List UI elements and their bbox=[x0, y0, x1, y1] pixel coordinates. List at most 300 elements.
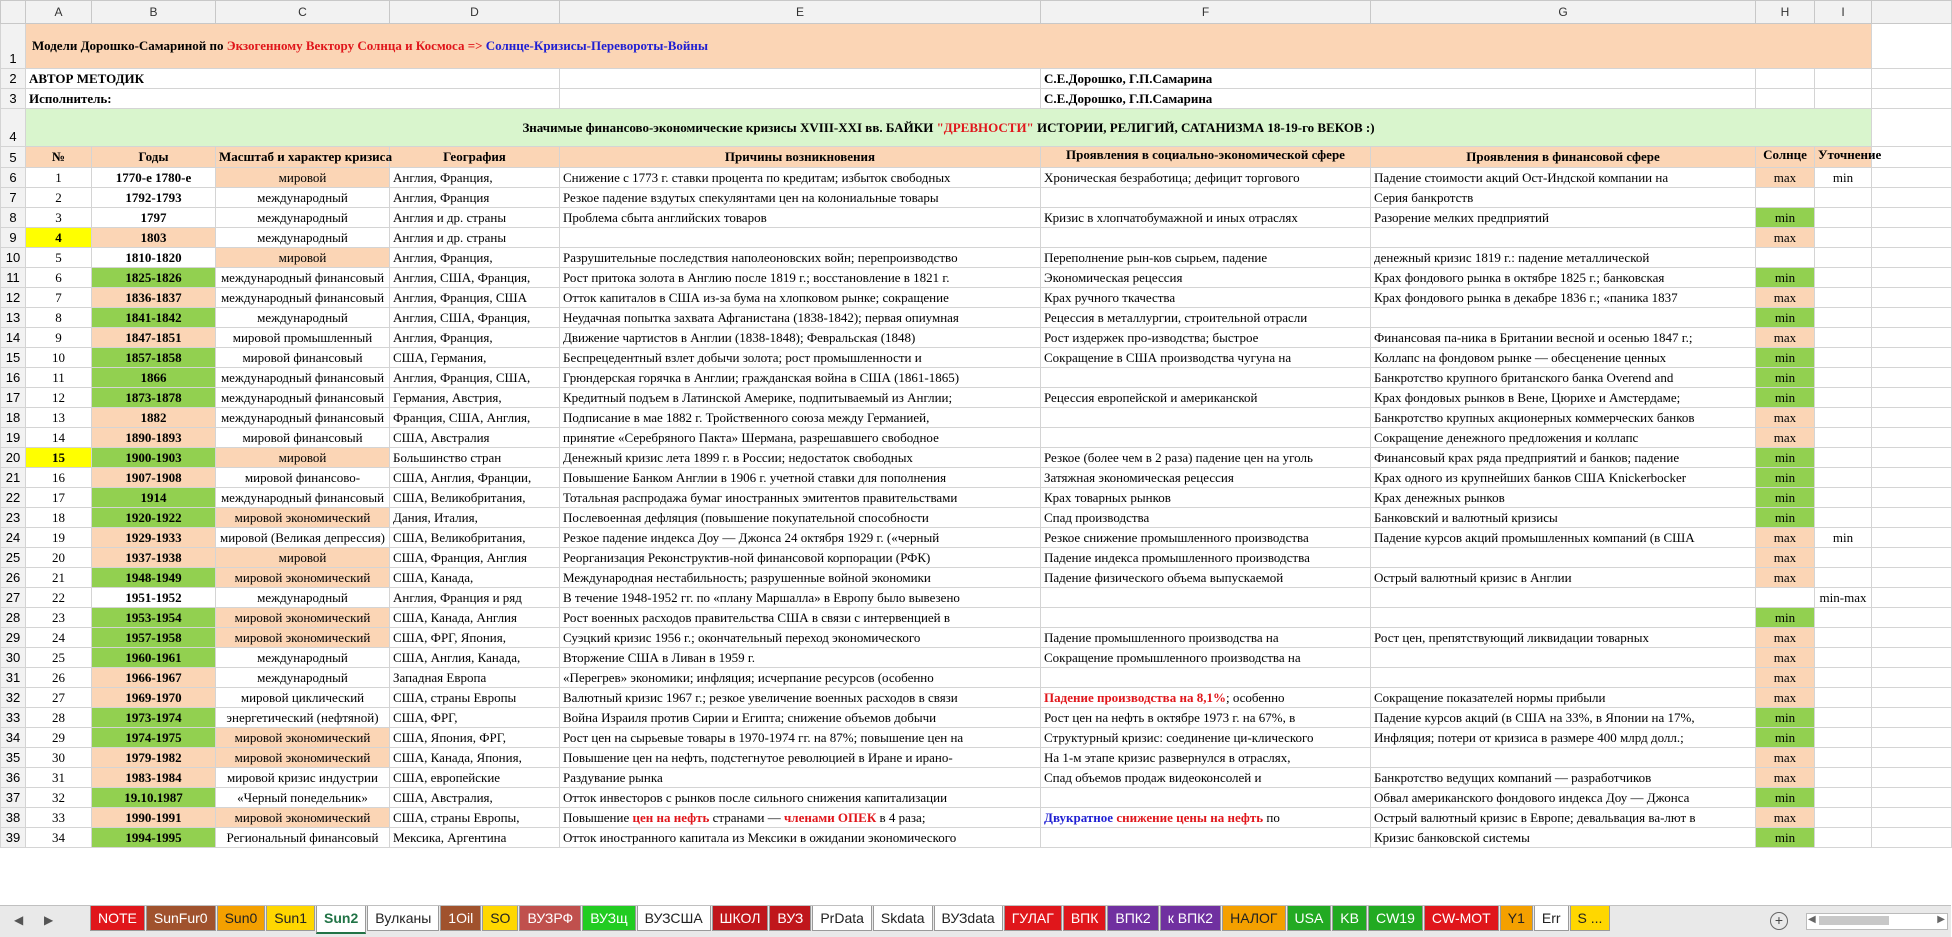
cell-sun[interactable]: max bbox=[1756, 688, 1815, 708]
row-number[interactable]: 15 bbox=[1, 348, 26, 368]
cell-finance[interactable]: Острый валютный кризис в Англии bbox=[1371, 568, 1756, 588]
cell-geography[interactable]: Англия, США, Франция, bbox=[390, 268, 560, 288]
cell[interactable] bbox=[1872, 89, 1952, 109]
cell-num[interactable]: 5 bbox=[26, 248, 92, 268]
cell-finance[interactable]: Падение курсов акций (в США на 33%, в Японии на 17%, bbox=[1371, 708, 1756, 728]
cell-years[interactable]: 1890-1893 bbox=[92, 428, 216, 448]
cell-causes[interactable]: Рост притока золота в Англию после 1819 г.; восстановление в 1821 г. bbox=[560, 268, 1041, 288]
cell-refinement[interactable] bbox=[1815, 488, 1872, 508]
cell-causes[interactable]: принятие «Серебряного Пакта» Шермана, разрешавшего свободное bbox=[560, 428, 1041, 448]
cell[interactable] bbox=[1872, 648, 1952, 668]
cell-social[interactable] bbox=[1041, 608, 1371, 628]
cell-years[interactable]: 1841-1842 bbox=[92, 308, 216, 328]
cell-causes[interactable]: Международная нестабильность; разрушенные войной экономики bbox=[560, 568, 1041, 588]
cell-refinement[interactable] bbox=[1815, 328, 1872, 348]
page-title[interactable] bbox=[26, 24, 1872, 69]
next-sheet-icon[interactable]: ▶ bbox=[44, 913, 54, 927]
cell[interactable] bbox=[1872, 708, 1952, 728]
cell-years[interactable]: 1810-1820 bbox=[92, 248, 216, 268]
cell-num[interactable]: 33 bbox=[26, 808, 92, 828]
cell-finance[interactable]: Серия банкротств bbox=[1371, 188, 1756, 208]
cell-scale[interactable]: международный финансовый bbox=[216, 288, 390, 308]
cell[interactable] bbox=[1872, 468, 1952, 488]
cell-num[interactable]: 10 bbox=[26, 348, 92, 368]
cell-finance[interactable]: Инфляция; потери от кризиса в размере 400 млрд долл.; bbox=[1371, 728, 1756, 748]
cell[interactable] bbox=[1872, 588, 1952, 608]
cell-scale[interactable]: мировой финансово- bbox=[216, 468, 390, 488]
cell-geography[interactable]: Большинство стран bbox=[390, 448, 560, 468]
row-number[interactable]: 37 bbox=[1, 788, 26, 808]
cell-social[interactable] bbox=[1041, 368, 1371, 388]
row-number[interactable]: 32 bbox=[1, 688, 26, 708]
cell-causes[interactable]: Отток инвесторов с рынков после сильного снижения капитализации bbox=[560, 788, 1041, 808]
cell-causes[interactable]: Подписание в мае 1882 г. Тройственного союза между Германией, bbox=[560, 408, 1041, 428]
header-refinement[interactable]: Уточнение bbox=[1815, 147, 1872, 168]
cell-num[interactable]: 24 bbox=[26, 628, 92, 648]
row-number[interactable]: 34 bbox=[1, 728, 26, 748]
cell-causes[interactable]: Послевоенная дефляция (повышение покупательной способности bbox=[560, 508, 1041, 528]
header-causes[interactable]: Причины возникновения bbox=[560, 147, 1041, 168]
sheet-tab[interactable]: ШКОЛ bbox=[712, 906, 769, 931]
cell-scale[interactable]: международный bbox=[216, 588, 390, 608]
cell-years[interactable]: 19.10.1987 bbox=[92, 788, 216, 808]
cell-refinement[interactable] bbox=[1815, 288, 1872, 308]
cell-num[interactable]: 6 bbox=[26, 268, 92, 288]
cell-num[interactable]: 3 bbox=[26, 208, 92, 228]
row-number[interactable]: 29 bbox=[1, 628, 26, 648]
cell-sun[interactable]: max bbox=[1756, 428, 1815, 448]
cell[interactable] bbox=[1756, 89, 1815, 109]
cell-social[interactable]: Падение физического объема выпускаемой bbox=[1041, 568, 1371, 588]
sheet-tab[interactable]: НАЛОГ bbox=[1222, 906, 1285, 931]
cell-num[interactable]: 9 bbox=[26, 328, 92, 348]
cell-sun[interactable]: max bbox=[1756, 228, 1815, 248]
header-years[interactable]: Годы bbox=[92, 147, 216, 168]
sheet-tab[interactable]: CW-MOT bbox=[1424, 906, 1499, 931]
cell-scale[interactable]: мировой (Великая депрессия) bbox=[216, 528, 390, 548]
cell-sun[interactable]: min bbox=[1756, 608, 1815, 628]
row-number[interactable]: 26 bbox=[1, 568, 26, 588]
cell-geography[interactable]: США, страны Европы, bbox=[390, 808, 560, 828]
cell[interactable] bbox=[1872, 608, 1952, 628]
cell-causes[interactable] bbox=[560, 808, 1041, 828]
sheet-tab[interactable]: Вулканы bbox=[367, 906, 439, 931]
cell-finance[interactable]: Банкротство крупных акционерных коммерческих банков bbox=[1371, 408, 1756, 428]
cell-finance[interactable]: Падение стоимости акций Ост-Индской компании на bbox=[1371, 168, 1756, 188]
row-number[interactable]: 2 bbox=[1, 69, 26, 89]
cell-scale[interactable]: мировой bbox=[216, 548, 390, 568]
column-header[interactable]: D bbox=[390, 1, 560, 24]
cell[interactable] bbox=[1872, 808, 1952, 828]
cell-refinement[interactable] bbox=[1815, 268, 1872, 288]
header-scale[interactable]: Масштаб и характер кризиса bbox=[216, 147, 390, 168]
cell-years[interactable]: 1792-1793 bbox=[92, 188, 216, 208]
cell[interactable] bbox=[1872, 147, 1952, 168]
cell[interactable] bbox=[1872, 668, 1952, 688]
cell-num[interactable]: 13 bbox=[26, 408, 92, 428]
cell-geography[interactable]: США, Англия, Франции, bbox=[390, 468, 560, 488]
cell-social[interactable]: Экономическая рецессия bbox=[1041, 268, 1371, 288]
cell-social[interactable]: Спад производства bbox=[1041, 508, 1371, 528]
cell-num[interactable]: 16 bbox=[26, 468, 92, 488]
cell-years[interactable]: 1973-1974 bbox=[92, 708, 216, 728]
cell-geography[interactable]: США, Канада, bbox=[390, 568, 560, 588]
cell-refinement[interactable] bbox=[1815, 248, 1872, 268]
column-header[interactable]: I bbox=[1815, 1, 1872, 24]
cell-scale[interactable]: международный bbox=[216, 648, 390, 668]
cell-years[interactable]: 1836-1837 bbox=[92, 288, 216, 308]
cell-finance[interactable]: Крах фондового рынка в декабре 1836 г.; «паника 1837 bbox=[1371, 288, 1756, 308]
cell-sun[interactable]: max bbox=[1756, 768, 1815, 788]
cell-num[interactable]: 22 bbox=[26, 588, 92, 608]
cell-scale[interactable]: мировой финансовый bbox=[216, 348, 390, 368]
horizontal-scrollbar[interactable] bbox=[1806, 913, 1948, 930]
cell-social[interactable]: Крах товарных рынков bbox=[1041, 488, 1371, 508]
cell[interactable] bbox=[1872, 228, 1952, 248]
cell[interactable] bbox=[1872, 109, 1952, 147]
cell-refinement[interactable] bbox=[1815, 548, 1872, 568]
cell-years[interactable]: 1994-1995 bbox=[92, 828, 216, 848]
cell-geography[interactable]: Англия, Франция, bbox=[390, 328, 560, 348]
cell-finance[interactable]: Падение курсов акций промышленных компаний (в США bbox=[1371, 528, 1756, 548]
cell-sun[interactable]: max bbox=[1756, 288, 1815, 308]
cell[interactable] bbox=[560, 89, 1041, 109]
cell[interactable] bbox=[1872, 728, 1952, 748]
cell-sun[interactable]: min bbox=[1756, 208, 1815, 228]
cell-causes[interactable]: Война Израиля против Сирии и Египта; снижение объемов добычи bbox=[560, 708, 1041, 728]
cell-refinement[interactable] bbox=[1815, 368, 1872, 388]
cell[interactable] bbox=[1872, 748, 1952, 768]
sheet-tab[interactable]: ВУЗdata bbox=[934, 906, 1003, 931]
cell-years[interactable]: 1900-1903 bbox=[92, 448, 216, 468]
cell-causes[interactable]: «Перегрев» экономики; инфляция; исчерпание ресурсов (особенно bbox=[560, 668, 1041, 688]
header-finance[interactable]: Проявления в финансовой сфере bbox=[1371, 147, 1756, 168]
author-value[interactable]: С.Е.Дорошко, Г.П.Самарина bbox=[1041, 69, 1756, 89]
row-number[interactable]: 31 bbox=[1, 668, 26, 688]
cell-social[interactable] bbox=[1041, 788, 1371, 808]
cell-sun[interactable]: max bbox=[1756, 748, 1815, 768]
cell[interactable] bbox=[1872, 488, 1952, 508]
cell-scale[interactable]: мировой циклический bbox=[216, 688, 390, 708]
cell-refinement[interactable] bbox=[1815, 468, 1872, 488]
cell-social[interactable] bbox=[1041, 588, 1371, 608]
row-number[interactable]: 33 bbox=[1, 708, 26, 728]
cell-scale[interactable]: мировой промышленный bbox=[216, 328, 390, 348]
cell-social[interactable]: На 1-м этапе кризис развернулся в отраслях, bbox=[1041, 748, 1371, 768]
cell-geography[interactable]: Западная Европа bbox=[390, 668, 560, 688]
cell-finance[interactable]: Банкротство ведущих компаний — разработчиков bbox=[1371, 768, 1756, 788]
author-label[interactable]: АВТОР МЕТОДИК bbox=[26, 69, 560, 89]
cell-finance[interactable] bbox=[1371, 608, 1756, 628]
row-number[interactable]: 14 bbox=[1, 328, 26, 348]
cell-refinement[interactable] bbox=[1815, 728, 1872, 748]
cell-finance[interactable]: Сокращение денежного предложения и коллапс bbox=[1371, 428, 1756, 448]
cell-years[interactable]: 1983-1984 bbox=[92, 768, 216, 788]
cell-sun[interactable]: min bbox=[1756, 508, 1815, 528]
cell-refinement[interactable] bbox=[1815, 708, 1872, 728]
cell[interactable] bbox=[1756, 69, 1815, 89]
cell-years[interactable]: 1770-е 1780-е bbox=[92, 168, 216, 188]
column-header[interactable]: F bbox=[1041, 1, 1371, 24]
cell-num[interactable]: 26 bbox=[26, 668, 92, 688]
cell-years[interactable]: 1957-1958 bbox=[92, 628, 216, 648]
cell-geography[interactable]: Дания, Италия, bbox=[390, 508, 560, 528]
cell[interactable] bbox=[1872, 288, 1952, 308]
cell[interactable] bbox=[1872, 548, 1952, 568]
cell-geography[interactable]: США, страны Европы bbox=[390, 688, 560, 708]
cell-geography[interactable]: Англия, США, Франция, bbox=[390, 308, 560, 328]
cell-causes[interactable]: Грюндерская горячка в Англии; гражданская война в США (1861-1865) bbox=[560, 368, 1041, 388]
cell-geography[interactable]: США, ФРГ, Япония, bbox=[390, 628, 560, 648]
cell-num[interactable]: 31 bbox=[26, 768, 92, 788]
cell[interactable] bbox=[1872, 688, 1952, 708]
cell-geography[interactable]: США, Англия, Канада, bbox=[390, 648, 560, 668]
cell-scale[interactable]: энергетический (нефтяной) bbox=[216, 708, 390, 728]
row-number[interactable]: 17 bbox=[1, 388, 26, 408]
cell-years[interactable]: 1979-1982 bbox=[92, 748, 216, 768]
row-number[interactable]: 27 bbox=[1, 588, 26, 608]
row-number[interactable]: 25 bbox=[1, 548, 26, 568]
cell[interactable] bbox=[1872, 448, 1952, 468]
cell-finance[interactable]: Крах денежных рынков bbox=[1371, 488, 1756, 508]
cell-geography[interactable]: Мексика, Аргентина bbox=[390, 828, 560, 848]
sheet-tab[interactable]: ГУЛАГ bbox=[1004, 906, 1062, 931]
cell-years[interactable]: 1953-1954 bbox=[92, 608, 216, 628]
cell-sun[interactable]: max bbox=[1756, 668, 1815, 688]
row-number[interactable]: 13 bbox=[1, 308, 26, 328]
cell-sun[interactable]: min bbox=[1756, 728, 1815, 748]
cell-years[interactable]: 1960-1961 bbox=[92, 648, 216, 668]
cell-geography[interactable]: Англия и др. страны bbox=[390, 228, 560, 248]
cell-geography[interactable]: США, Канада, Япония, bbox=[390, 748, 560, 768]
cell-finance[interactable]: Банковский и валютный кризисы bbox=[1371, 508, 1756, 528]
sheet-tab[interactable]: Skdata bbox=[873, 906, 933, 931]
cell-causes[interactable]: Рост военных расходов правительства США в связи с интервенцией в bbox=[560, 608, 1041, 628]
cell-social[interactable] bbox=[1041, 668, 1371, 688]
cell[interactable] bbox=[1872, 628, 1952, 648]
header-num[interactable]: № bbox=[26, 147, 92, 168]
row-number[interactable]: 30 bbox=[1, 648, 26, 668]
cell-num[interactable]: 8 bbox=[26, 308, 92, 328]
cell-social[interactable]: Хроническая безработица; дефицит торгового bbox=[1041, 168, 1371, 188]
cell-years[interactable]: 1969-1970 bbox=[92, 688, 216, 708]
cell-finance[interactable]: Финансовая па-ника в Британии весной и осенью 1847 г.; bbox=[1371, 328, 1756, 348]
sheet-tab[interactable]: S ... bbox=[1570, 906, 1611, 931]
cell-social[interactable]: Резкое (более чем в 2 раза) падение цен на уголь bbox=[1041, 448, 1371, 468]
cell-refinement[interactable] bbox=[1815, 228, 1872, 248]
row-number[interactable]: 20 bbox=[1, 448, 26, 468]
sheet-tab[interactable]: ВУЗщ bbox=[582, 906, 635, 931]
cell[interactable] bbox=[1872, 388, 1952, 408]
cell-num[interactable]: 4 bbox=[26, 228, 92, 248]
cell-geography[interactable]: Германия, Австрия, bbox=[390, 388, 560, 408]
cell-sun[interactable]: max bbox=[1756, 568, 1815, 588]
cell[interactable] bbox=[1872, 828, 1952, 848]
cell-social[interactable]: Падение промышленного производства на bbox=[1041, 628, 1371, 648]
cell-num[interactable]: 15 bbox=[26, 448, 92, 468]
sheet-tab[interactable]: ВУЗСША bbox=[637, 906, 711, 931]
cell-num[interactable]: 21 bbox=[26, 568, 92, 588]
cell-scale[interactable]: мировой кризис индустрии bbox=[216, 768, 390, 788]
cell-sun[interactable]: min bbox=[1756, 448, 1815, 468]
cell-scale[interactable]: мировой экономический bbox=[216, 568, 390, 588]
row-number[interactable]: 18 bbox=[1, 408, 26, 428]
cell-geography[interactable]: Англия, Франция, США bbox=[390, 288, 560, 308]
cell[interactable] bbox=[1872, 268, 1952, 288]
cell-years[interactable]: 1951-1952 bbox=[92, 588, 216, 608]
cell[interactable] bbox=[1872, 248, 1952, 268]
row-number[interactable]: 23 bbox=[1, 508, 26, 528]
cell-num[interactable]: 29 bbox=[26, 728, 92, 748]
cell-geography[interactable]: США, Германия, bbox=[390, 348, 560, 368]
cell[interactable] bbox=[1872, 208, 1952, 228]
cell-finance[interactable]: Крах одного из крупнейших банков США Knickerbocker bbox=[1371, 468, 1756, 488]
cell-refinement[interactable] bbox=[1815, 388, 1872, 408]
row-number[interactable]: 19 bbox=[1, 428, 26, 448]
cell[interactable] bbox=[1872, 368, 1952, 388]
cell-years[interactable]: 1929-1933 bbox=[92, 528, 216, 548]
cell-finance[interactable] bbox=[1371, 228, 1756, 248]
sheet-tab[interactable]: Sun1 bbox=[266, 906, 315, 931]
cell-geography[interactable]: США, Австралия bbox=[390, 428, 560, 448]
cell-years[interactable]: 1990-1991 bbox=[92, 808, 216, 828]
column-header[interactable]: C bbox=[216, 1, 390, 24]
row-number[interactable]: 16 bbox=[1, 368, 26, 388]
column-header[interactable]: H bbox=[1756, 1, 1815, 24]
cell-social[interactable]: Спад объемов продаж видеоконсолей и bbox=[1041, 768, 1371, 788]
cell-scale[interactable]: международный bbox=[216, 188, 390, 208]
add-sheet-icon[interactable]: + bbox=[1770, 912, 1788, 930]
cell-refinement[interactable] bbox=[1815, 408, 1872, 428]
cell-num[interactable]: 30 bbox=[26, 748, 92, 768]
cell-scale[interactable]: мировой экономический bbox=[216, 628, 390, 648]
column-header[interactable]: E bbox=[560, 1, 1041, 24]
cell-causes[interactable]: В течение 1948-1952 гг. по «плану Маршалла» в Европу было вывезено bbox=[560, 588, 1041, 608]
cell[interactable] bbox=[1872, 788, 1952, 808]
cell-scale[interactable]: международный bbox=[216, 228, 390, 248]
cell-years[interactable]: 1797 bbox=[92, 208, 216, 228]
cell-scale[interactable]: международный bbox=[216, 208, 390, 228]
cell-num[interactable]: 18 bbox=[26, 508, 92, 528]
cell-causes[interactable]: Движение чартистов в Англии (1838-1848); Февральская (1848) bbox=[560, 328, 1041, 348]
scroll-left-icon[interactable]: ◀ bbox=[1808, 914, 1816, 925]
cell-refinement[interactable] bbox=[1815, 628, 1872, 648]
cell[interactable] bbox=[1872, 24, 1952, 69]
row-number[interactable]: 21 bbox=[1, 468, 26, 488]
row-number[interactable]: 6 bbox=[1, 168, 26, 188]
sheet-tab[interactable]: ВПК2 bbox=[1107, 906, 1158, 931]
row-number[interactable]: 38 bbox=[1, 808, 26, 828]
cell-sun[interactable]: min bbox=[1756, 268, 1815, 288]
cell-scale[interactable]: международный финансовый bbox=[216, 488, 390, 508]
cell-geography[interactable]: США, Япония, ФРГ, bbox=[390, 728, 560, 748]
cell-years[interactable]: 1866 bbox=[92, 368, 216, 388]
cell-refinement[interactable] bbox=[1815, 828, 1872, 848]
cell-causes[interactable] bbox=[560, 228, 1041, 248]
row-number[interactable]: 5 bbox=[1, 147, 26, 168]
sheet-tab[interactable]: NOTE bbox=[90, 906, 145, 931]
cell-finance[interactable] bbox=[1371, 748, 1756, 768]
cell[interactable] bbox=[1872, 168, 1952, 188]
row-number[interactable]: 12 bbox=[1, 288, 26, 308]
cell-num[interactable]: 23 bbox=[26, 608, 92, 628]
cell-geography[interactable]: Англия, Франция, bbox=[390, 248, 560, 268]
cell-refinement[interactable] bbox=[1815, 428, 1872, 448]
performer-label[interactable]: Исполнитель: bbox=[26, 89, 560, 109]
cell-sun[interactable] bbox=[1756, 248, 1815, 268]
cell-num[interactable]: 14 bbox=[26, 428, 92, 448]
cell[interactable] bbox=[1872, 428, 1952, 448]
cell-finance[interactable]: Острый валютный кризис в Европе; девальвация ва-лют в bbox=[1371, 808, 1756, 828]
cell-finance[interactable] bbox=[1371, 648, 1756, 668]
cell-num[interactable]: 11 bbox=[26, 368, 92, 388]
cell-finance[interactable]: Разорение мелких предприятий bbox=[1371, 208, 1756, 228]
cell-num[interactable]: 19 bbox=[26, 528, 92, 548]
cell-causes[interactable]: Отток капиталов в США из-за бума на хлопковом рынке; сокращение bbox=[560, 288, 1041, 308]
cell-years[interactable]: 1825-1826 bbox=[92, 268, 216, 288]
cell-refinement[interactable] bbox=[1815, 348, 1872, 368]
row-number[interactable]: 9 bbox=[1, 228, 26, 248]
row-number[interactable]: 39 bbox=[1, 828, 26, 848]
cell-num[interactable]: 32 bbox=[26, 788, 92, 808]
first-sheet-icon[interactable]: ◀ bbox=[14, 913, 24, 927]
cell-num[interactable]: 7 bbox=[26, 288, 92, 308]
cell[interactable] bbox=[1872, 408, 1952, 428]
cell-causes[interactable]: Резкое падение индекса Доу — Джонса 24 октября 1929 г. («черный bbox=[560, 528, 1041, 548]
cell-refinement[interactable] bbox=[1815, 208, 1872, 228]
cell[interactable] bbox=[560, 69, 1041, 89]
cell-years[interactable]: 1873-1878 bbox=[92, 388, 216, 408]
cell-years[interactable]: 1882 bbox=[92, 408, 216, 428]
cell[interactable] bbox=[1815, 69, 1872, 89]
cell-social[interactable]: Рост издержек про-изводства; быстрое bbox=[1041, 328, 1371, 348]
sheet-tab[interactable]: Sun2 bbox=[316, 906, 366, 934]
cell-finance[interactable]: Обвал американского фондового индекса Доу — Джонса bbox=[1371, 788, 1756, 808]
header-sun[interactable]: Солнце bbox=[1756, 147, 1815, 168]
cell-scale[interactable]: международный bbox=[216, 308, 390, 328]
cell-sun[interactable]: min bbox=[1756, 308, 1815, 328]
cell-social[interactable]: Крах ручного ткачества bbox=[1041, 288, 1371, 308]
cell-refinement[interactable] bbox=[1815, 648, 1872, 668]
cell-social[interactable]: Рецессия европейской и американской bbox=[1041, 388, 1371, 408]
row-number[interactable]: 8 bbox=[1, 208, 26, 228]
cell-years[interactable]: 1847-1851 bbox=[92, 328, 216, 348]
cell-finance[interactable]: Рост цен, препятствующий ликвидации товарных bbox=[1371, 628, 1756, 648]
cell-scale[interactable]: международный финансовый bbox=[216, 408, 390, 428]
cell-social[interactable]: Сокращение промышленного производства на bbox=[1041, 648, 1371, 668]
cell-geography[interactable]: Англия, Франция bbox=[390, 188, 560, 208]
header-social[interactable]: Проявления в социально-экономической сфере bbox=[1041, 147, 1371, 168]
column-header[interactable]: A bbox=[26, 1, 92, 24]
cell-sun[interactable]: min bbox=[1756, 788, 1815, 808]
cell[interactable] bbox=[1872, 508, 1952, 528]
cell-scale[interactable]: мировой экономический bbox=[216, 508, 390, 528]
cell-finance[interactable]: Сокращение показателей нормы прибыли bbox=[1371, 688, 1756, 708]
cell-geography[interactable]: Франция, США, Англия, bbox=[390, 408, 560, 428]
row-number[interactable]: 3 bbox=[1, 89, 26, 109]
cell-causes[interactable]: Проблема сбыта английских товаров bbox=[560, 208, 1041, 228]
cell-social[interactable]: Затяжная экономическая рецессия bbox=[1041, 468, 1371, 488]
cell-num[interactable]: 28 bbox=[26, 708, 92, 728]
sheet-tab[interactable]: SunFur0 bbox=[146, 906, 216, 931]
cell-social[interactable]: Структурный кризис: соединение ци-клического bbox=[1041, 728, 1371, 748]
sheet-tab[interactable]: PrData bbox=[812, 906, 872, 931]
performer-value[interactable]: С.Е.Дорошко, Г.П.Самарина bbox=[1041, 89, 1756, 109]
cell-social[interactable]: Кризис в хлопчатобумажной и иных отраслях bbox=[1041, 208, 1371, 228]
scroll-right-icon[interactable]: ▶ bbox=[1937, 914, 1945, 925]
cell-social[interactable] bbox=[1041, 408, 1371, 428]
cell-refinement[interactable]: min bbox=[1815, 168, 1872, 188]
